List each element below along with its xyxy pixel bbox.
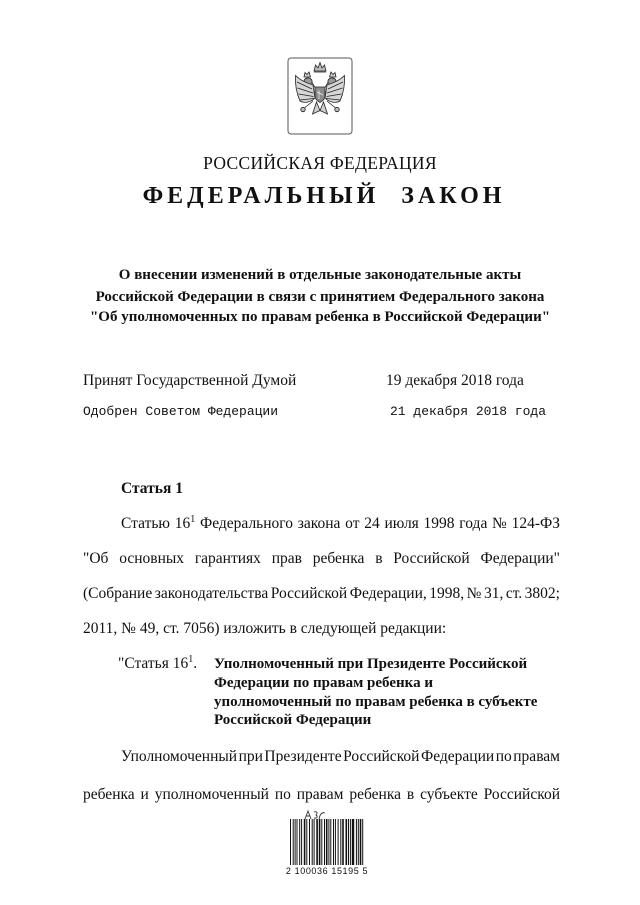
- heading-line: Российской Федерации: [214, 712, 372, 728]
- justified-line: ребенка и уполномоченный по правам ребенка в субъекте Российской: [83, 786, 560, 803]
- quoted-article-heading: [214, 655, 560, 731]
- barcode-bar: [342, 819, 344, 865]
- barcode-bar: [333, 819, 334, 865]
- justified-line: (Собрание законодательства Российской Федерации, 1998, № 31, ст. 3802;: [83, 585, 560, 602]
- barcode-bar: [340, 819, 341, 865]
- paragraph-line: [83, 585, 560, 603]
- barcode-bar: [312, 819, 313, 865]
- council-approval-label: Одобрен Советом Федерации: [83, 404, 279, 419]
- barcode-bar: [324, 819, 325, 865]
- heading-line: уполномоченный по правам ребенка в субъекте: [214, 694, 538, 710]
- duma-adoption-label: Принят Государственной Думой: [83, 372, 297, 389]
- law-title-line: "Об уполномоченных по правам ребенка в Российской Федерации": [89, 309, 551, 325]
- barcode-bar: [301, 819, 302, 865]
- barcode-bar: [290, 819, 291, 865]
- label-text: .: [193, 655, 198, 672]
- country-name: РОССИЙСКАЯ ФЕДЕРАЦИЯ: [203, 153, 437, 173]
- barcode-bar: [295, 819, 296, 865]
- barcode-bar: [328, 819, 329, 865]
- duma-adoption-date: 19 декабря 2018 года: [386, 372, 524, 389]
- barcode-bar: [346, 819, 348, 865]
- barcode-bar: [293, 819, 294, 865]
- barcode-bar: [352, 819, 354, 865]
- barcode-bar: [316, 819, 318, 865]
- heading-line: Федерации по правам ребенка и: [214, 675, 433, 691]
- paragraph-line: [83, 620, 560, 638]
- law-title-line: О внесении изменений в отдельные законодательные акты: [118, 267, 522, 283]
- barcode: [289, 819, 365, 865]
- barcode-bar: [326, 819, 328, 865]
- barcode-bar: [304, 819, 306, 865]
- barcode-bar: [356, 819, 357, 865]
- justified-line: [121, 515, 560, 533]
- label-text: "Статья 16: [118, 655, 189, 672]
- barcode-bar: [330, 819, 331, 865]
- barcode-bar: [338, 819, 339, 865]
- document-type: ФЕДЕРАЛЬНЫЙ ЗАКОН: [142, 183, 506, 209]
- paragraph-line: [121, 515, 560, 533]
- superscript: 1: [188, 654, 194, 665]
- line-text: 2011, № 49, ст. 7056) изложить в следующей редакции:: [83, 620, 447, 637]
- russian-coat-of-arms-icon: [286, 56, 354, 136]
- barcode-bar: [309, 819, 310, 865]
- justified-line: Уполномоченный при Президенте Российской Федерации по правам: [121, 748, 560, 765]
- barcode-bar: [360, 819, 362, 865]
- line-text: Федерального закона от 24 июля 1998 года № 124-ФЗ: [195, 515, 561, 532]
- barcode-bar: [314, 819, 315, 865]
- article-heading: Статья 1: [121, 480, 183, 497]
- heading-line: Уполномоченный при Президенте Российской: [214, 656, 528, 672]
- barcode-bar: [321, 819, 322, 865]
- paragraph-line: [121, 748, 560, 766]
- line-text: Статью 16: [121, 515, 191, 532]
- barcode-bar: [297, 819, 298, 865]
- council-approval-date: 21 декабря 2018 года: [390, 404, 547, 419]
- barcode-bar: [299, 819, 300, 865]
- barcode-bar: [358, 819, 359, 865]
- quoted-article-label: [118, 655, 197, 673]
- barcode-number: 2 100036 15195 5: [285, 866, 369, 876]
- barcode-bar: [350, 819, 351, 865]
- law-title-line: Российской Федерации в связи с принятием Федерального закона: [95, 289, 545, 305]
- paragraph-line: [83, 550, 560, 568]
- justified-line: "Об основных гарантиях прав ребенка в Российской Федерации": [83, 550, 560, 567]
- superscript: 1: [190, 514, 196, 525]
- barcode-bar: [306, 819, 307, 865]
- barcode-bar: [362, 819, 363, 865]
- paragraph-line: [83, 786, 560, 804]
- barcode-bar: [348, 819, 349, 865]
- barcode-bar: [319, 819, 321, 865]
- barcode-bar: [335, 819, 336, 865]
